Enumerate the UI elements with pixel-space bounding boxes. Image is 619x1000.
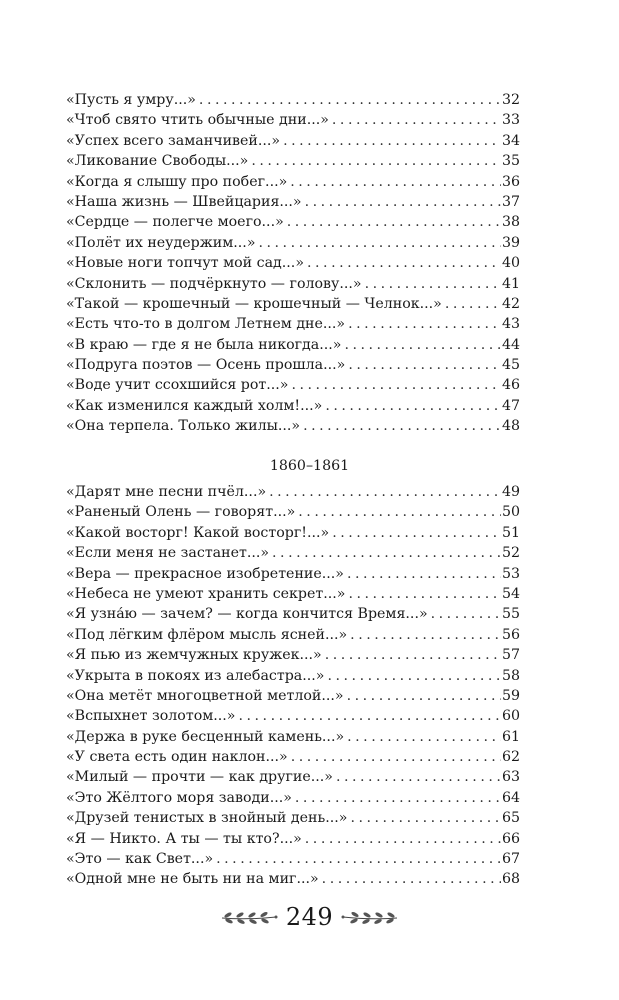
toc-entry-page: 50 <box>501 504 520 521</box>
toc-leader-dots <box>305 829 501 849</box>
toc-leader-dots <box>431 604 501 624</box>
toc-entry-title: «Небеса не умеют хранить секрет...» <box>66 585 346 602</box>
toc-entry-page: 46 <box>501 377 520 394</box>
toc-entry-page: 54 <box>501 585 520 602</box>
toc-entry-title: «Я — Никто. А ты — ты кто?...» <box>66 830 302 847</box>
toc-entry-page: 58 <box>501 667 520 684</box>
toc-entry <box>66 90 520 110</box>
toc-entry <box>66 212 520 232</box>
toc-entry-title: «Я пью из жемчужных кружек...» <box>66 647 322 664</box>
toc-entry-title: «Новые ноги топчут мой сад...» <box>66 255 305 272</box>
toc-entry-title: «Вспыхнет золотом...» <box>66 708 236 725</box>
toc-entry-page: 37 <box>501 193 520 210</box>
toc-entry-page: 66 <box>501 830 520 847</box>
toc-leader-dots <box>259 233 501 253</box>
toc-leader-dots <box>344 335 500 355</box>
toc-entry-page: 34 <box>501 132 520 149</box>
toc-entry-title: «Это — как Свет...» <box>66 851 214 868</box>
toc-entry-page: 39 <box>501 234 520 251</box>
toc-section-1 <box>66 90 520 437</box>
toc-leader-dots <box>347 727 501 747</box>
toc-entry-title: «У света есть один наклон...» <box>66 749 288 766</box>
toc-leader-dots <box>325 396 501 416</box>
toc-leader-dots <box>295 788 501 808</box>
toc-entry-title: «Успех всего заманчивей...» <box>66 132 281 149</box>
toc-entry <box>66 869 520 889</box>
toc-entry-page: 63 <box>501 769 520 786</box>
toc-leader-dots <box>332 110 501 130</box>
toc-entry <box>66 523 520 543</box>
toc-entry <box>66 706 520 726</box>
page-number: 249 <box>285 903 334 931</box>
toc-entry <box>66 396 520 416</box>
toc-leader-dots <box>305 192 501 212</box>
toc-entry-title: «Друзей тенистых в знойный день...» <box>66 810 348 827</box>
toc-leader-dots <box>303 416 501 436</box>
toc-entry-page: 48 <box>501 418 520 435</box>
toc-entry-page: 62 <box>501 749 520 766</box>
toc-entry <box>66 808 520 828</box>
toc-entry <box>66 829 520 849</box>
toc-entry-page: 52 <box>501 545 520 562</box>
toc-entry-title: «Какой восторг! Какой восторг!...» <box>66 524 330 541</box>
toc-entry-title: «В краю — где я не была никогда...» <box>66 336 342 353</box>
toc-entry <box>66 375 520 395</box>
toc-entry-title: «Полёт их неудержим...» <box>66 234 256 251</box>
toc-entry <box>66 314 520 334</box>
toc-leader-dots <box>283 131 501 151</box>
toc-entry-title: «Раненый Олень — говорят...» <box>66 504 296 521</box>
toc-leader-dots <box>445 294 501 314</box>
toc-leader-dots <box>365 274 501 294</box>
toc-entry <box>66 543 520 563</box>
toc-entry <box>66 747 520 767</box>
toc-entry <box>66 151 520 171</box>
toc-entry-title: «Как изменился каждый холм!...» <box>66 397 323 414</box>
toc-entry-page: 33 <box>501 112 520 129</box>
toc-entry-page: 61 <box>501 728 520 745</box>
toc-entry-page: 65 <box>501 810 520 827</box>
toc-entry <box>66 131 520 151</box>
toc-entry <box>66 482 520 502</box>
toc-entry-title: «Склонить — подчёркнуто — голову...» <box>66 275 362 292</box>
toc-entry <box>66 502 520 522</box>
toc-entry-title: «Вера — прекрасное изобретение...» <box>66 565 344 582</box>
toc-entry-title: «Если меня не застанет...» <box>66 545 270 562</box>
toc-entry-title: «Подруга поэтов — Осень прошла...» <box>66 357 346 374</box>
toc-entry-title: «Ликование Свободы...» <box>66 153 249 170</box>
toc-entry <box>66 335 520 355</box>
toc-entry <box>66 233 520 253</box>
toc-entry-page: 55 <box>501 606 520 623</box>
toc-entry <box>66 294 520 314</box>
toc-leader-dots <box>350 625 501 645</box>
toc-leader-dots <box>216 849 501 869</box>
toc-entry-page: 36 <box>501 173 520 190</box>
laurel-branch-right-icon <box>339 907 401 927</box>
toc-entry-page: 56 <box>501 626 520 643</box>
toc-entry-page: 42 <box>501 295 520 312</box>
toc-entry-page: 45 <box>501 357 520 374</box>
toc-entry <box>66 727 520 747</box>
toc-entry-title: «Есть что-то в долгом Летнем дне...» <box>66 316 346 333</box>
toc-leader-dots <box>269 482 501 502</box>
laurel-branch-left-icon <box>218 907 280 927</box>
toc-entry <box>66 416 520 436</box>
toc-entry-title: «Я узна́ю — зачем? — когда кончится Время...» <box>66 606 428 623</box>
toc-entry-title: «Укрыта в покоях из алебастра...» <box>66 667 325 684</box>
toc-entry-title: «Милый — прочти — как другие...» <box>66 769 333 786</box>
toc-entry-page: 43 <box>501 316 520 333</box>
toc-entry-title: «Такой — крошечный — крошечный — Челнок...» <box>66 295 442 312</box>
toc-entry-page: 44 <box>501 336 520 353</box>
toc-leader-dots <box>325 645 501 665</box>
toc-entry-title: «Она терпела. Только жилы...» <box>66 418 301 435</box>
toc-leader-dots <box>307 253 501 273</box>
section-heading-1860-1861: 1860–1861 <box>269 458 350 474</box>
toc-entry-title: «Под лёгким флёром мысль ясней...» <box>66 626 348 643</box>
toc-leader-dots <box>347 564 501 584</box>
toc-leader-dots <box>348 314 501 334</box>
toc-section-2 <box>66 482 520 890</box>
toc-leader-dots <box>327 666 500 686</box>
toc-leader-dots <box>347 686 501 706</box>
toc-entry <box>66 767 520 787</box>
toc-entry <box>66 788 520 808</box>
toc-entry-page: 57 <box>501 647 520 664</box>
toc-leader-dots <box>332 523 501 543</box>
toc-entry <box>66 584 520 604</box>
toc-entry-title: «Держа в руке бесценный камень...» <box>66 728 345 745</box>
toc-entry <box>66 604 520 624</box>
toc-leader-dots <box>322 869 501 889</box>
toc-leader-dots <box>290 172 501 192</box>
toc-entry <box>66 564 520 584</box>
toc-entry <box>66 274 520 294</box>
toc-leader-dots <box>298 502 501 522</box>
toc-leader-dots <box>238 706 500 726</box>
toc-entry-page: 67 <box>501 851 520 868</box>
toc-leader-dots <box>291 375 500 395</box>
toc-entry-title: «Она метёт многоцветной метлой...» <box>66 687 344 704</box>
toc-entry-page: 59 <box>501 687 520 704</box>
toc-entry-title: «Одной мне не быть ни на миг...» <box>66 871 319 888</box>
toc-entry-page: 53 <box>501 565 520 582</box>
toc-entry-page: 64 <box>501 789 520 806</box>
toc-entry-title: «Дарят мне песни пчёл...» <box>66 484 267 500</box>
toc-leader-dots <box>287 212 501 232</box>
toc-entry <box>66 355 520 375</box>
page-footer <box>0 897 619 937</box>
toc-entry-title: «Это Жёлтого моря заводи...» <box>66 789 292 806</box>
toc-entry-title: «Чтоб свято чтить обычные дни...» <box>66 112 329 129</box>
toc-leader-dots <box>251 151 501 171</box>
toc-entry-page: 35 <box>501 153 520 170</box>
toc-entry-page: 68 <box>501 871 520 888</box>
toc-entry-title: «Когда я слышу про побег...» <box>66 173 288 190</box>
toc-entry-page: 40 <box>501 255 520 272</box>
toc-entry-title: «Воде учит ссохшийся рот...» <box>66 377 289 394</box>
toc-leader-dots <box>336 767 501 787</box>
toc-leader-dots <box>272 543 501 563</box>
toc-leader-dots <box>348 355 501 375</box>
toc-entry-page: 41 <box>501 275 520 292</box>
toc-entry <box>66 192 520 212</box>
toc-leader-dots <box>350 808 501 828</box>
toc-entry-page: 38 <box>501 214 520 231</box>
toc-entry-title: «Сердце — полегче моего...» <box>66 214 284 231</box>
toc-leader-dots <box>348 584 501 604</box>
toc-entry <box>66 645 520 665</box>
toc-entry <box>66 686 520 706</box>
toc-leader-dots <box>291 747 501 767</box>
toc-entry-page: 60 <box>501 708 520 725</box>
toc-entry-page: 47 <box>501 397 520 414</box>
toc-entry <box>66 666 520 686</box>
toc-entry <box>66 172 520 192</box>
toc-entry <box>66 625 520 645</box>
toc-entry-page: 32 <box>501 92 520 108</box>
toc-entry-title: «Наша жизнь — Швейцария...» <box>66 193 302 210</box>
toc-entry-page: 49 <box>501 484 520 500</box>
toc-entry-title: «Пусть я умру...» <box>66 92 196 108</box>
toc-leader-dots <box>199 90 501 110</box>
toc-entry <box>66 849 520 869</box>
toc-entry <box>66 253 520 273</box>
toc-entry-page: 51 <box>501 524 520 541</box>
toc-entry <box>66 110 520 130</box>
